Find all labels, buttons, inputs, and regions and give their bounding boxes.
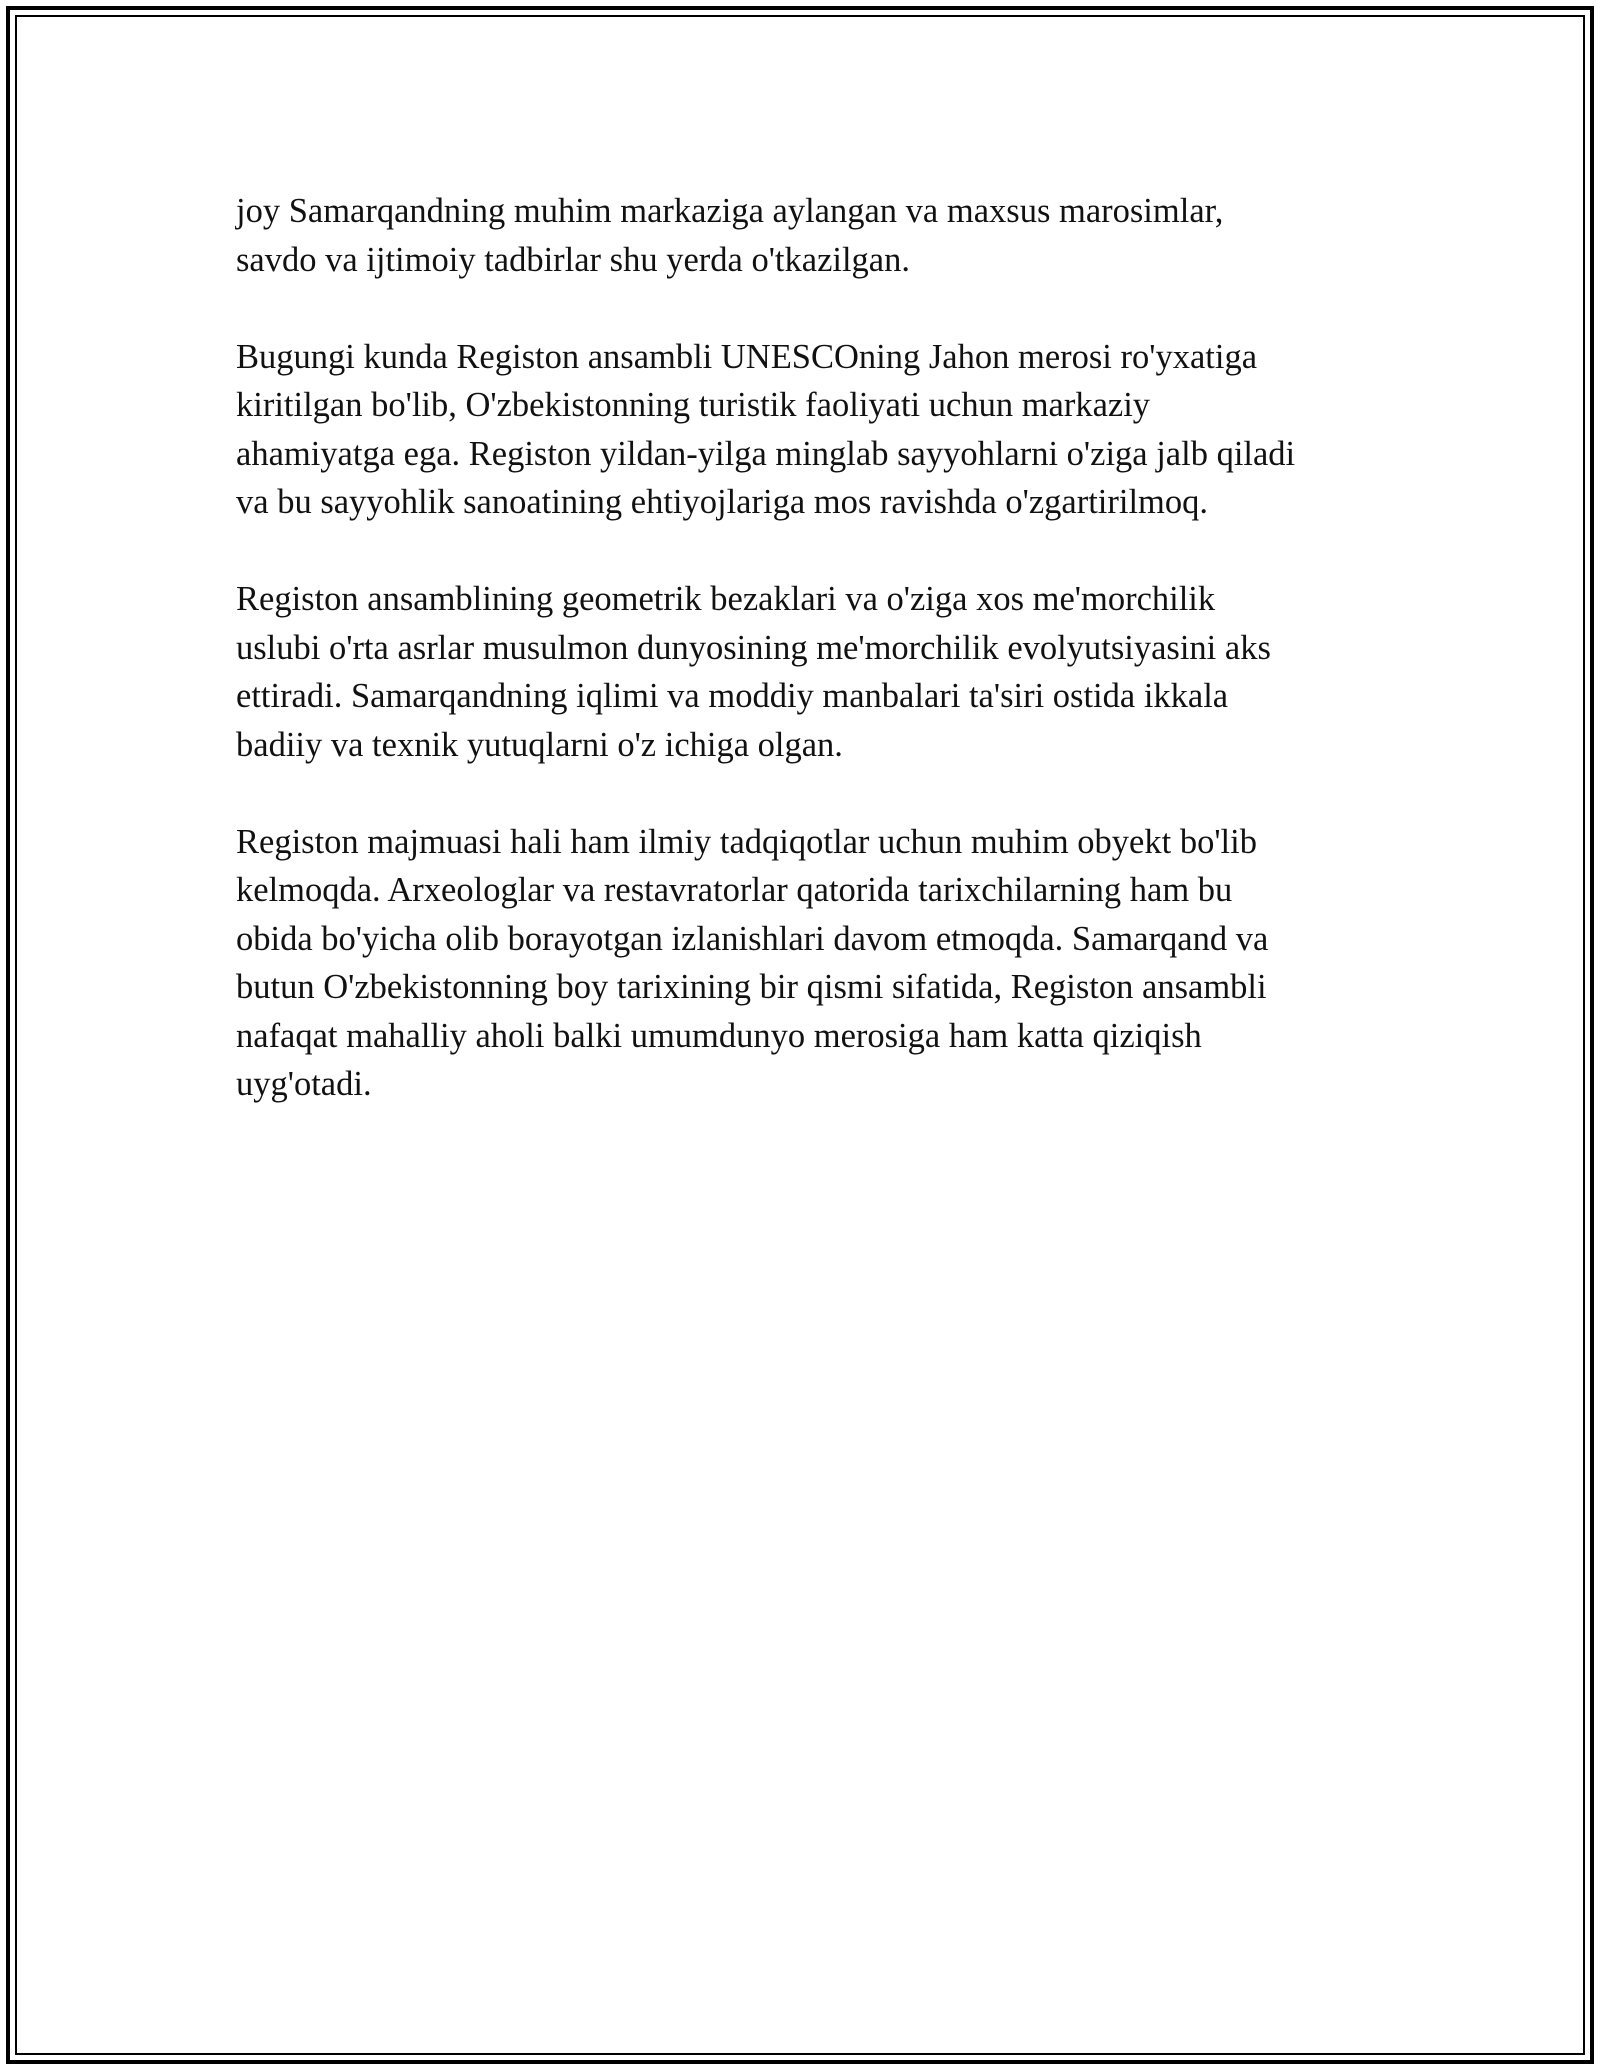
document-body xyxy=(236,187,1376,1157)
paragraph-4: Registon majmuasi hali ham ilmiy tadqiqotlar uchun muhim obyekt bo'lib kelmoqda. Arxeologlar va restavratorlar qatorida tarixchilarning ham bu obida bo'yicha olib borayotgan izlanishlari davom etmoqda. Samarqand va butun O'zbekistonning boy tarixining bir qismi sifatida, Registon ansambli nafaqat mahalliy aholi balki umumdunyo merosiga ham katta qiziqish uyg'otadi. xyxy=(236,822,1269,1103)
paragraph-2: Bugungi kunda Registon ansambli UNESCOning Jahon merosi ro'yxatiga kiritilgan bo'lib, O'zbekistonning turistik faoliyati uchun markaziy ahamiyatga ega. Registon yildan-yilga minglab sayyohlarni o'ziga jalb qiladi va bu sayyohlik sanoatining ehtiyojlariga mos ravishda o'zgartirilmoq. xyxy=(236,337,1296,521)
paragraph-1: joy Samarqandning muhim markaziga aylangan va maxsus marosimlar, savdo va ijtimoiy tadbirlar shu yerda o'tkazilgan. xyxy=(236,192,1224,279)
paragraph-3: Registon ansamblining geometrik bezaklari va o'ziga xos me'morchilik uslubi o'rta asrlar musulmon dunyosining me'morchilik evolyutsiyasini aks ettiradi. Samarqandning iqlimi va moddiy manbalari ta'siri ostida ikkala badiiy va texnik yutuqlarni o'z ichiga olgan. xyxy=(236,580,1271,764)
